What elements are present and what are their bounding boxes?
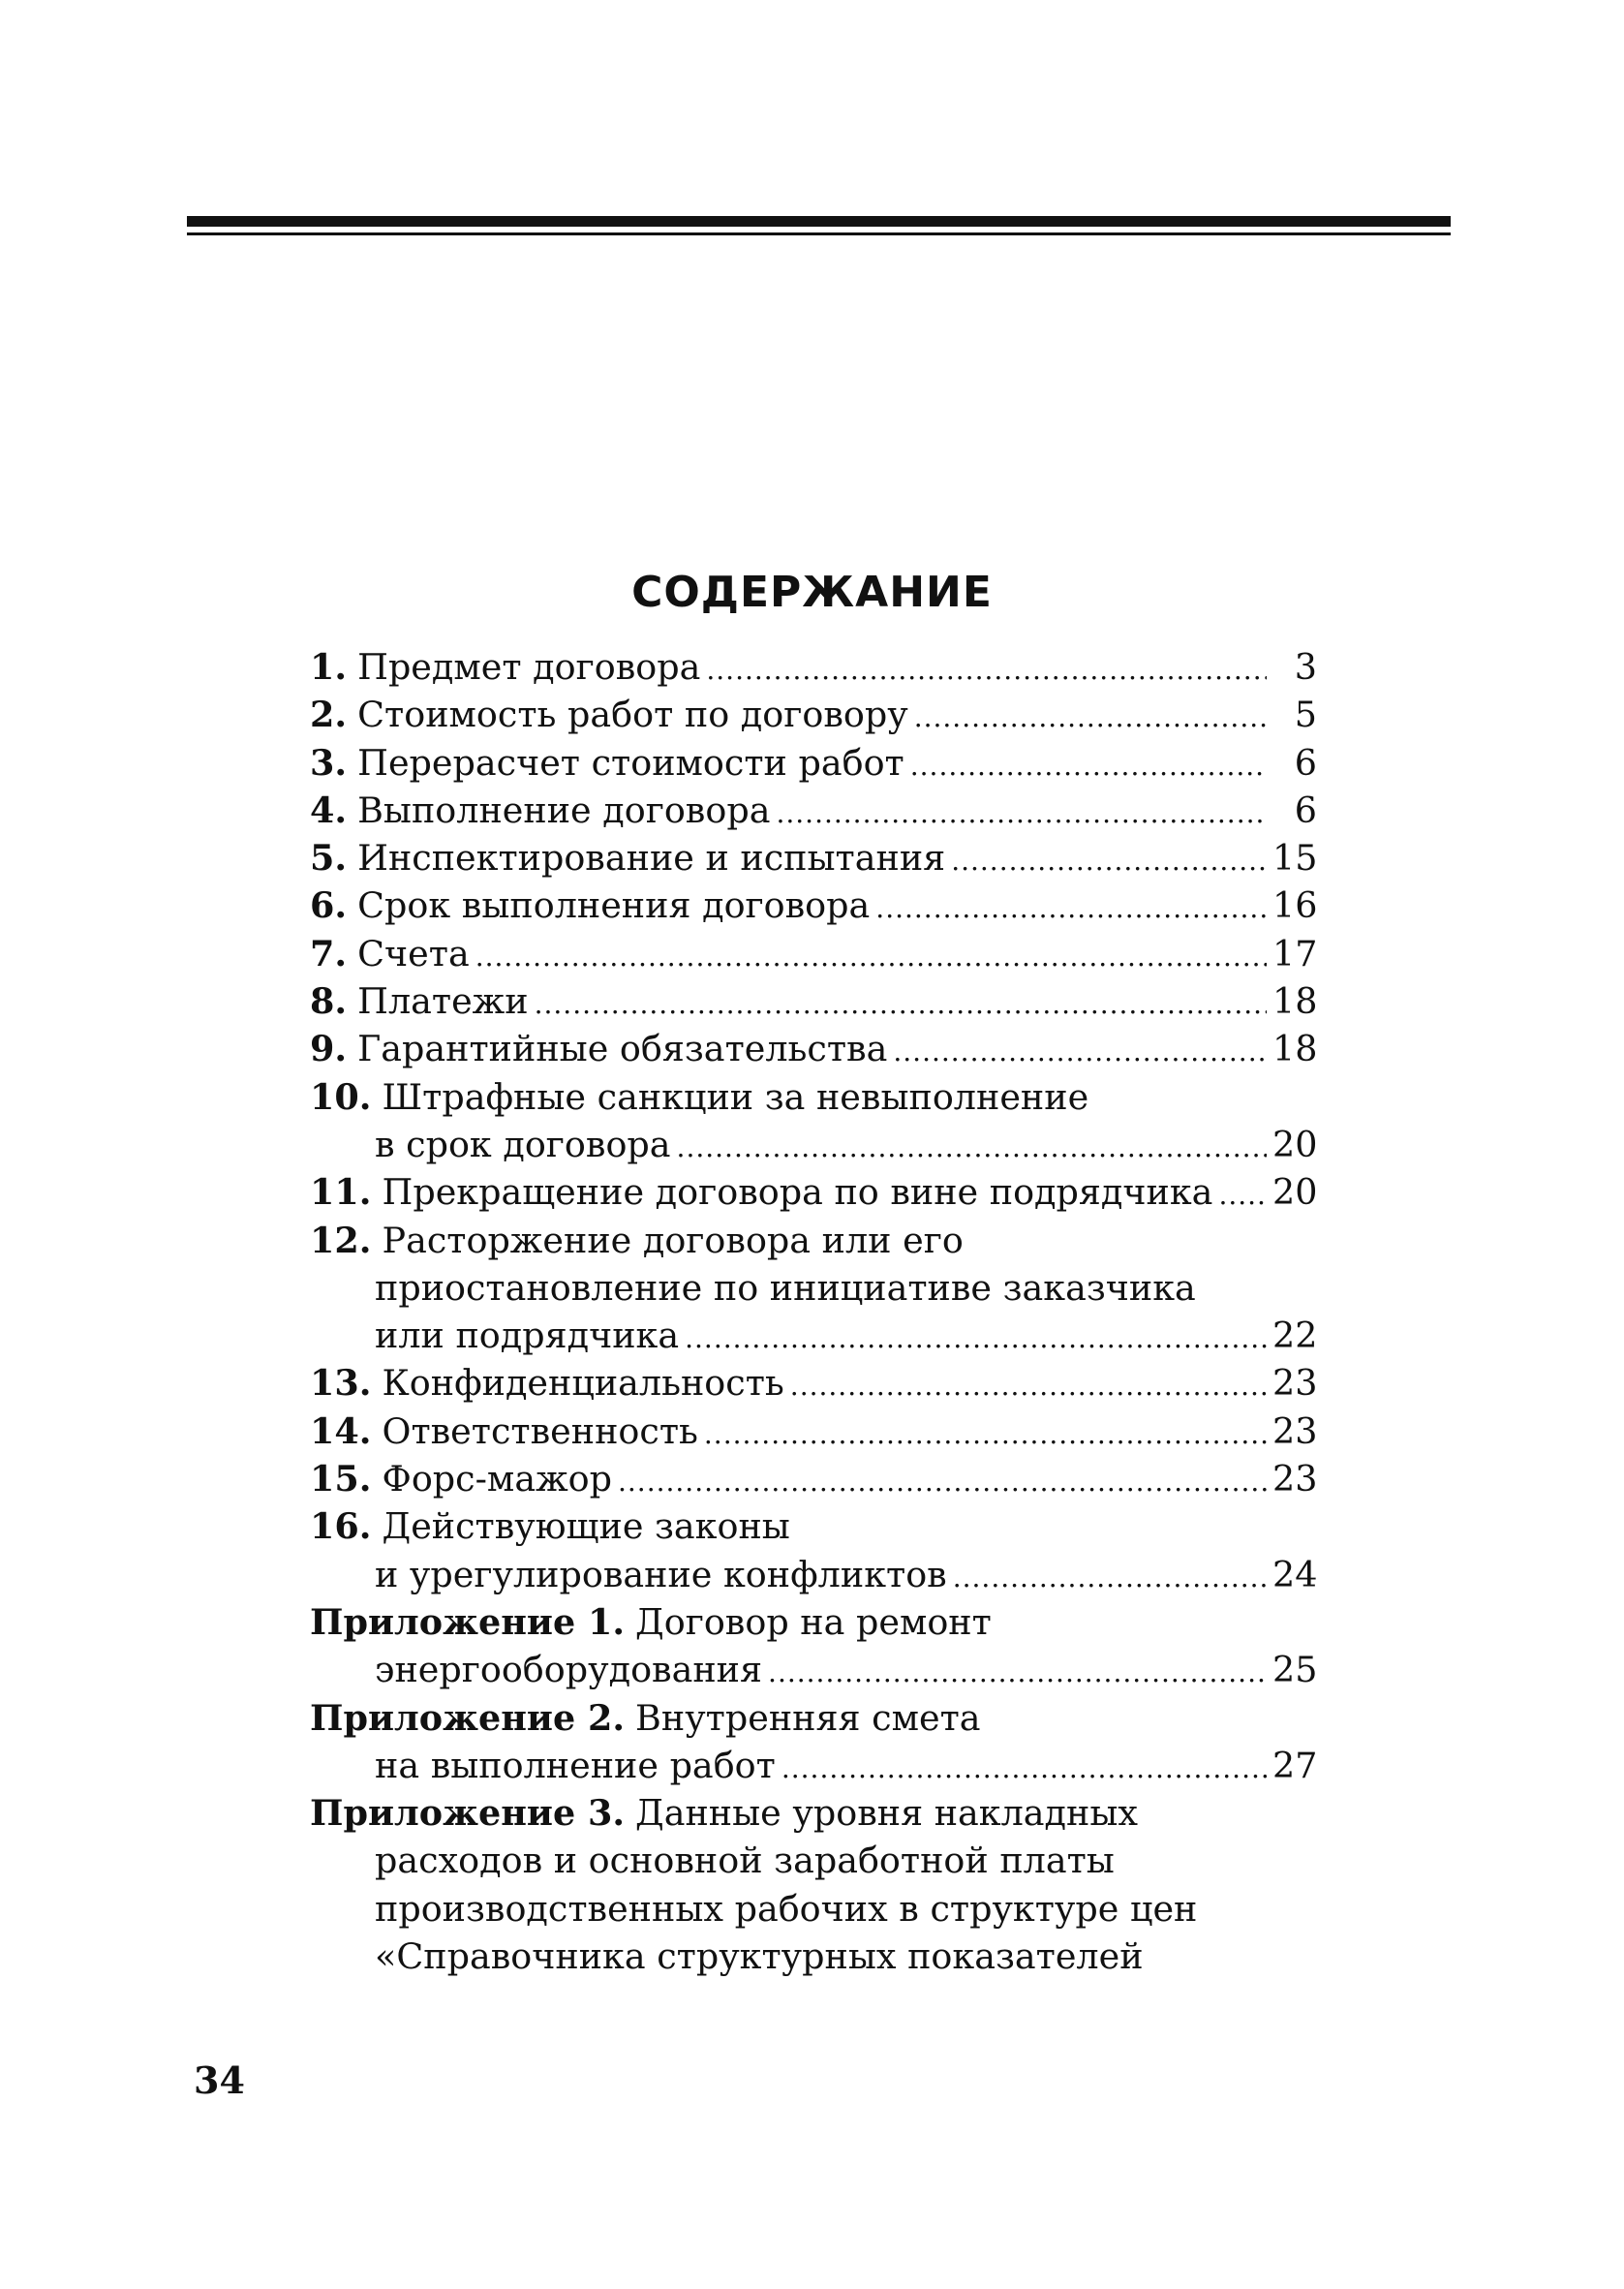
toc-entry-page: 17: [1272, 932, 1318, 974]
toc-entry-number: 1.: [310, 646, 348, 688]
toc-entry-first-line: [310, 1789, 1317, 1837]
toc-entry: [310, 1025, 1317, 1072]
toc-entry-title-continued: «Справочника структурных показателей: [375, 1935, 1144, 1978]
toc-entry-page: 6: [1294, 789, 1317, 831]
dot-leader: [685, 1325, 1267, 1352]
toc-entry-number: 9.: [310, 1028, 348, 1070]
toc-entry-first-line: [310, 1598, 1317, 1646]
toc-entry-title: Гарантийные обязательства: [357, 1028, 888, 1070]
toc-entry-page: 20: [1272, 1123, 1318, 1165]
toc-entry-title: Перерасчет стоимости работ: [357, 741, 904, 784]
toc-entry: [310, 1694, 1317, 1790]
toc-entry-page: 3: [1294, 646, 1317, 688]
dot-leader: [951, 848, 1267, 875]
toc-entry: [310, 1359, 1317, 1407]
dot-leader: [1218, 1182, 1267, 1209]
table-of-contents: [310, 643, 1317, 1980]
dot-leader: [790, 1373, 1267, 1400]
toc-entry-page: 18: [1272, 1028, 1318, 1070]
dot-leader: [618, 1469, 1267, 1496]
toc-entry-page: 25: [1272, 1649, 1318, 1691]
toc-entry-number: Приложение 2.: [310, 1696, 626, 1739]
toc-entry: [310, 977, 1317, 1025]
toc-entry: [310, 1789, 1317, 1980]
toc-entry-page: 24: [1272, 1553, 1318, 1595]
toc-entry-title: Данные уровня накладных: [635, 1792, 1138, 1835]
page-number: 34: [194, 2058, 245, 2102]
toc-entry-page: 5: [1294, 694, 1317, 736]
page-title: СОДЕРЖАНИЕ: [631, 568, 993, 617]
toc-entry: [310, 930, 1317, 977]
toc-entry-first-line: [310, 1217, 1317, 1264]
toc-entry: [310, 1598, 1317, 1694]
header-rule-thin: [187, 232, 1451, 235]
toc-entry: [310, 787, 1317, 834]
toc-entry-title: Форс-мажор: [382, 1458, 612, 1500]
toc-entry: [310, 643, 1317, 691]
toc-entry-title-continued: и урегулирование конфликтов: [375, 1553, 947, 1595]
toc-entry-first-line: [310, 1502, 1317, 1550]
toc-entry-number: 10.: [310, 1075, 372, 1118]
toc-entry: [310, 834, 1317, 882]
toc-entry-title: Конфиденциальность: [382, 1362, 784, 1405]
toc-entry-number: 8.: [310, 980, 348, 1023]
toc-entry-number: Приложение 3.: [310, 1792, 626, 1835]
toc-entry-title-continued: или подрядчика: [375, 1315, 680, 1357]
toc-entry: [310, 739, 1317, 787]
toc-entry-title: Предмет договора: [357, 646, 701, 688]
dot-leader: [781, 1755, 1267, 1782]
toc-entry-page: 23: [1272, 1362, 1318, 1405]
toc-entry: [310, 691, 1317, 738]
toc-entry-number: Приложение 1.: [310, 1600, 626, 1643]
toc-entry-page: 16: [1272, 884, 1318, 927]
toc-entry-last-line: [310, 1742, 1317, 1789]
toc-entry-first-line: [310, 1694, 1317, 1742]
toc-entry-number: 5.: [310, 837, 348, 880]
dot-leader: [893, 1038, 1267, 1066]
dot-leader: [953, 1564, 1267, 1592]
toc-entry-number: 11.: [310, 1171, 372, 1214]
toc-entry: [310, 1217, 1317, 1360]
dot-leader: [910, 753, 1267, 780]
toc-entry-first-line: [310, 1073, 1317, 1121]
toc-entry-title: Срок выполнения договора: [357, 884, 871, 927]
toc-entry-page: 23: [1272, 1409, 1318, 1452]
toc-entry-number: 14.: [310, 1409, 372, 1452]
toc-entry-title: Внутренняя смета: [635, 1696, 981, 1739]
toc-entry: [310, 1073, 1317, 1169]
toc-entry-number: 2.: [310, 694, 348, 736]
toc-entry-number: 15.: [310, 1458, 372, 1500]
toc-entry: [310, 882, 1317, 929]
toc-entry-last-line: [310, 1646, 1317, 1693]
toc-entry-page: 18: [1272, 980, 1318, 1023]
toc-entry-title: Расторжение договора или его: [382, 1219, 964, 1261]
toc-entry-last-line: [310, 1551, 1317, 1598]
toc-entry-number: 3.: [310, 741, 348, 784]
dot-leader: [475, 943, 1267, 971]
toc-entry-number: 13.: [310, 1362, 372, 1405]
toc-entry-title: Инспектирование и испытания: [357, 837, 946, 880]
toc-entry-title: Выполнение договора: [357, 789, 771, 831]
toc-entry-title-continued: приостановление по инициативе заказчика: [375, 1266, 1196, 1309]
toc-entry-page: 20: [1272, 1171, 1318, 1214]
toc-entry-title-continued: в срок договора: [375, 1123, 671, 1165]
toc-entry-number: 4.: [310, 789, 348, 831]
toc-entry-page: 15: [1272, 837, 1318, 880]
toc-entry-page: 6: [1294, 741, 1317, 784]
toc-entry-title-continued: на выполнение работ: [375, 1744, 776, 1786]
toc-entry-last-line: [310, 1312, 1317, 1359]
toc-entry: [310, 1407, 1317, 1455]
toc-entry-title: Стоимость работ по договору: [357, 694, 908, 736]
toc-entry-last-line: [310, 1121, 1317, 1168]
toc-entry-number: 7.: [310, 932, 348, 974]
toc-entry-page: 27: [1272, 1744, 1318, 1786]
toc-entry-title: Прекращение договора по вине подрядчика: [382, 1171, 1213, 1214]
toc-entry-title-continued: расходов и основной заработной платы: [375, 1840, 1115, 1882]
dot-leader: [776, 800, 1267, 827]
toc-entry: [310, 1168, 1317, 1216]
toc-entry-title-continued: энергооборудования: [375, 1649, 763, 1691]
header-rule-thick: [187, 216, 1451, 227]
toc-entry-title-continued: производственных рабочих в структуре цен: [375, 1887, 1198, 1930]
toc-entry-number: 16.: [310, 1505, 372, 1548]
toc-entry: [310, 1455, 1317, 1502]
dot-leader: [706, 657, 1267, 684]
dot-leader: [704, 1421, 1267, 1448]
toc-entry-page: 22: [1272, 1315, 1318, 1357]
dot-leader: [535, 991, 1267, 1018]
toc-entry-number: 12.: [310, 1219, 372, 1261]
toc-entry-title: Действующие законы: [382, 1505, 790, 1548]
toc-entry-number: 6.: [310, 884, 348, 927]
dot-leader: [914, 704, 1267, 731]
dot-leader: [875, 895, 1267, 922]
toc-entry-title: Штрафные санкции за невыполнение: [382, 1075, 1089, 1118]
toc-entry: [310, 1502, 1317, 1598]
dot-leader: [768, 1659, 1267, 1686]
toc-entry-title: Платежи: [357, 980, 529, 1023]
toc-entry-title: Счета: [357, 932, 470, 974]
dot-leader: [677, 1134, 1267, 1161]
toc-entry-title: Ответственность: [382, 1409, 698, 1452]
toc-entry-title: Договор на ремонт: [635, 1600, 992, 1643]
toc-entry-page: 23: [1272, 1458, 1318, 1500]
